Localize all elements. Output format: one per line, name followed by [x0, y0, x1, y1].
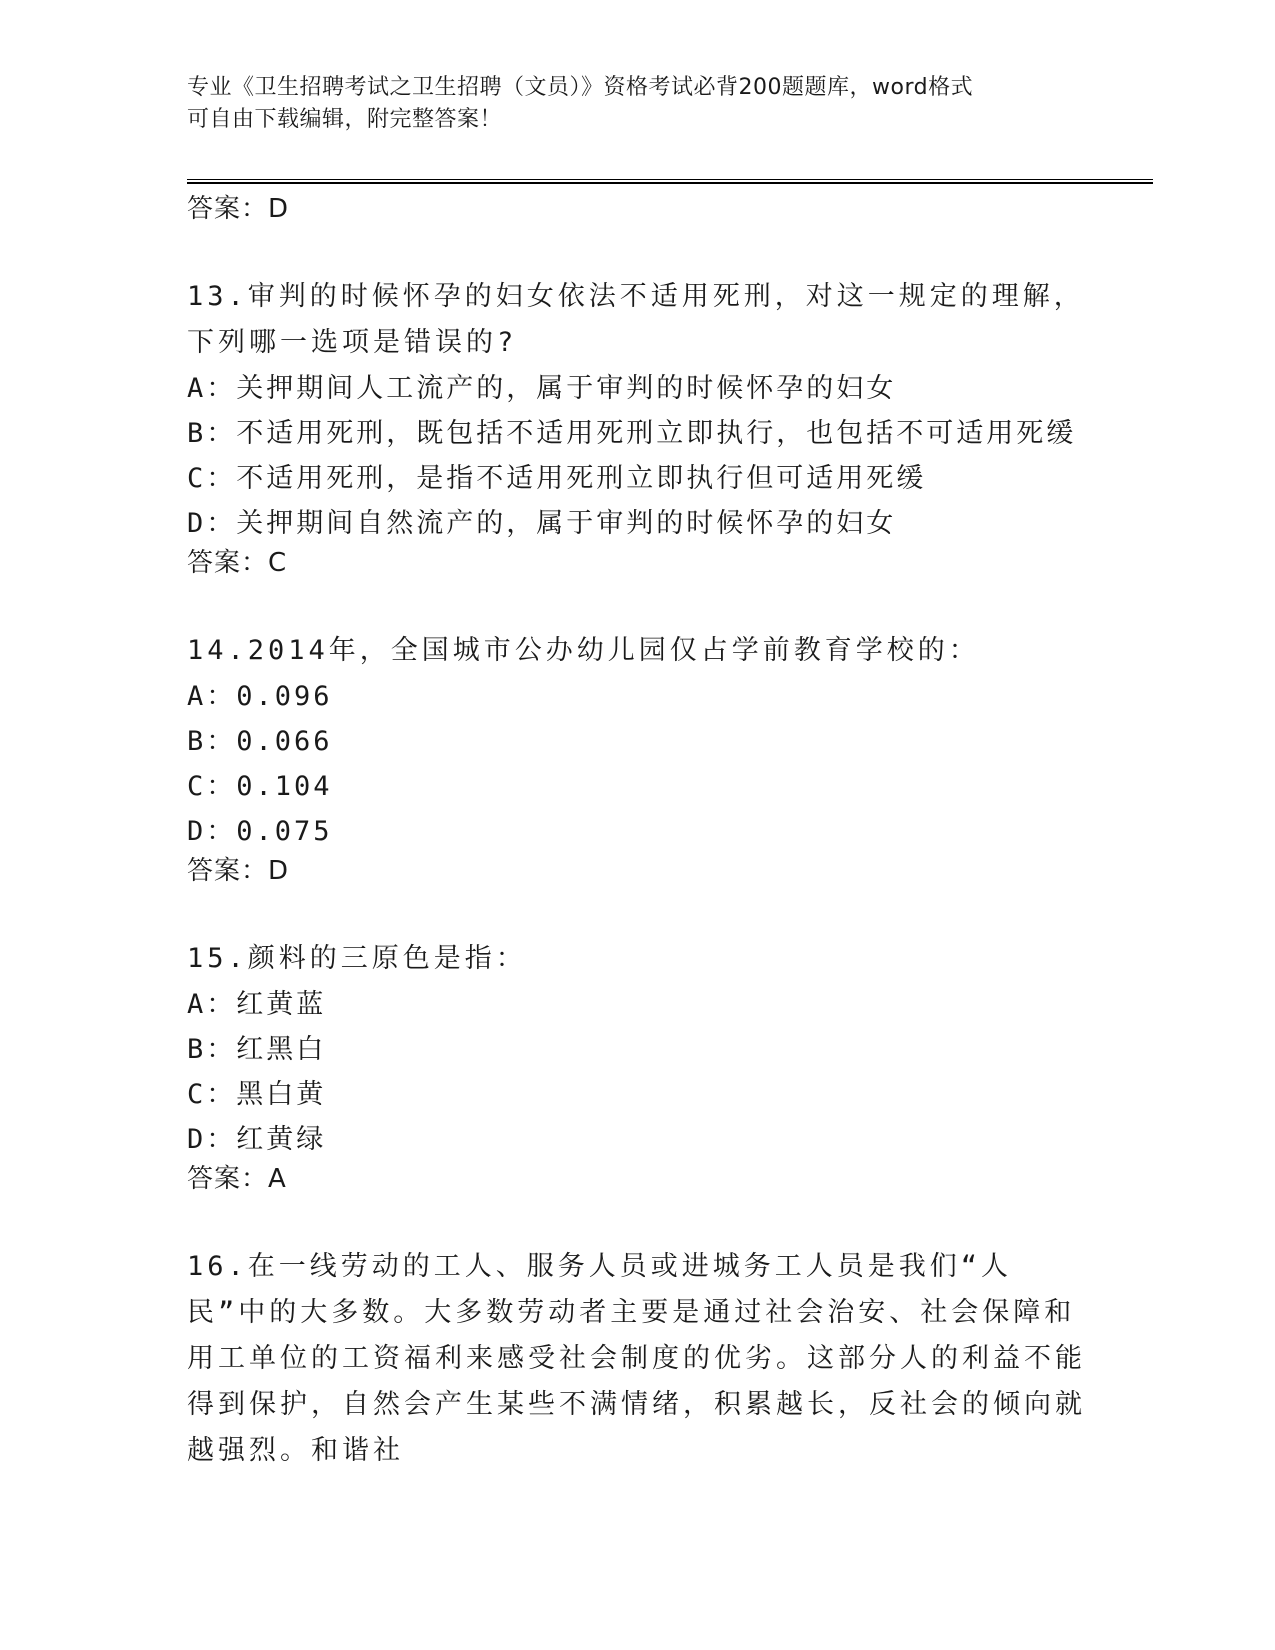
option-c: C：0.104 — [187, 771, 333, 802]
option-a: A：0.096 — [187, 681, 333, 712]
question-text: 13.审判的时候怀孕的妇女依法不适用死刑，对这一规定的理解，下列哪一选项是错误的? — [187, 281, 1085, 358]
option-d: D：红黄绿 — [187, 1124, 327, 1155]
option-b: B：红黑白 — [187, 1034, 327, 1065]
option-b: B：0.066 — [187, 726, 333, 757]
option-a: A：红黄蓝 — [187, 989, 327, 1020]
header-divider — [187, 179, 1153, 184]
question-text: 14.2014年，全国城市公办幼儿园仅占学前教育学校的： — [187, 635, 980, 666]
answer-line: 答案：D — [187, 856, 290, 886]
question-item — [187, 1244, 1087, 1474]
spacer — [187, 580, 1087, 628]
option-c: C：黑白黄 — [187, 1079, 327, 1110]
answer-line: 答案：D — [187, 194, 290, 224]
question-text: 15.颜料的三原色是指： — [187, 943, 527, 974]
answer-line: 答案：A — [187, 1164, 287, 1194]
option-c: C：不适用死刑，是指不适用死刑立即执行但可适用死缓 — [187, 463, 927, 494]
question-item — [187, 936, 1087, 1196]
page-header — [187, 72, 1067, 136]
question-item — [187, 274, 1087, 580]
question-text: 16.在一线劳动的工人、服务人员或进城务工人员是我们“人民”中的大多数。大多数劳动者主要是通过社会治安、社会保障和用工单位的工资福利来感受社会制度的优劣。这部分人的利益不能得到保护，自然会产生某些不满情绪，积累越长，反社会的倾向就越强烈。和谐社 — [187, 1251, 1086, 1466]
header-line-1: 专业《卫生招聘考试之卫生招聘（文员）》资格考试必背200题题库，word格式 — [187, 75, 974, 100]
option-d: D：关押期间自然流产的，属于审判的时候怀孕的妇女 — [187, 508, 897, 539]
option-b: B：不适用死刑，既包括不适用死刑立即执行，也包括不可适用死缓 — [187, 418, 1077, 449]
spacer — [187, 1196, 1087, 1244]
question-item — [187, 628, 1087, 888]
option-a: A：关押期间人工流产的，属于审判的时候怀孕的妇女 — [187, 373, 897, 404]
option-d: D：0.075 — [187, 816, 333, 847]
spacer — [187, 226, 1087, 274]
header-line-2: 可自由下载编辑，附完整答案！ — [187, 107, 503, 132]
spacer — [187, 888, 1087, 936]
question-list — [187, 192, 1087, 1474]
answer-line: 答案：C — [187, 548, 288, 578]
